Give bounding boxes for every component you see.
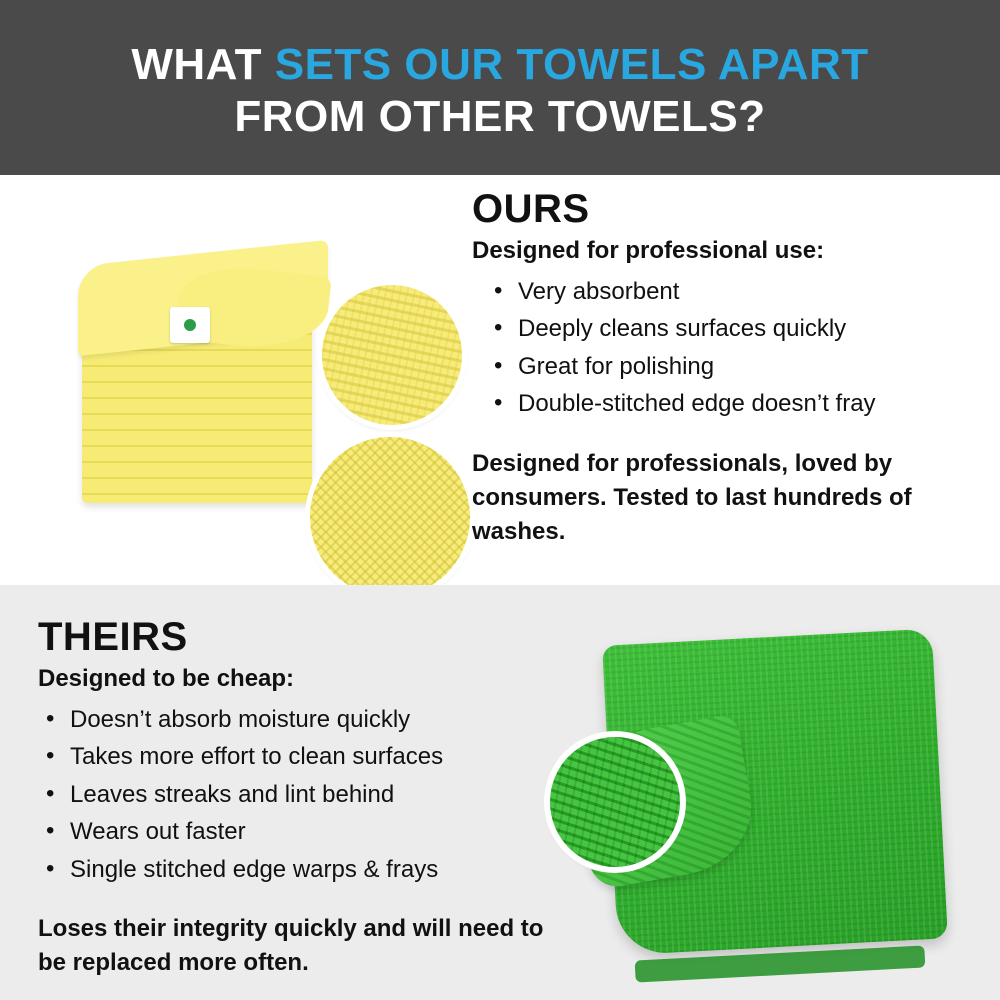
theirs-closing-statement: Loses their integrity quickly and will need to be replaced more often. xyxy=(38,915,544,977)
list-item: • Very absorbent xyxy=(472,273,982,310)
theirs-product-image xyxy=(540,607,990,997)
green-towel-illustration xyxy=(540,607,990,997)
ours-text-block xyxy=(472,187,982,549)
ours-subtitle: Designed for professional use: xyxy=(472,237,825,264)
theirs-text-block xyxy=(38,615,568,980)
header-title-line-2: FROM OTHER TOWELS? xyxy=(234,91,766,141)
list-item: • Leaves streaks and lint behind xyxy=(38,776,568,813)
ours-section xyxy=(0,175,1000,585)
theirs-bullet-list xyxy=(38,701,568,888)
ours-closing-statement: Designed for professionals, loved by consumers. Tested to last hundreds of washes. xyxy=(472,449,912,545)
header-title-line-1 xyxy=(131,39,868,90)
brand-tag-icon xyxy=(170,307,210,343)
yellow-towel-stack-illustration xyxy=(60,245,360,535)
list-item: • Takes more effort to clean surfaces xyxy=(38,738,568,775)
list-item: • Great for polishing xyxy=(472,348,982,385)
theirs-section xyxy=(0,585,1000,1000)
list-item: • Double-stitched edge doesn’t fray xyxy=(472,385,982,422)
ours-product-image xyxy=(40,205,460,555)
green-towel-edge-zoom-icon xyxy=(550,737,680,867)
header-title-white-part: WHAT xyxy=(131,40,275,90)
towel-weave-zoom-icon xyxy=(310,437,470,597)
header-banner xyxy=(0,0,1000,175)
header-title-blue-part: SETS OUR TOWELS APART xyxy=(274,40,869,90)
ours-bullet-list xyxy=(472,273,982,423)
theirs-subtitle: Designed to be cheap: xyxy=(38,665,295,692)
ours-title: OURS xyxy=(472,187,590,231)
list-item: • Doesn’t absorb moisture quickly xyxy=(38,701,568,738)
list-item: • Single stitched edge warps & frays xyxy=(38,851,568,888)
list-item: • Wears out faster xyxy=(38,813,568,850)
towel-edge-zoom-icon xyxy=(322,285,462,425)
theirs-title: THEIRS xyxy=(38,615,188,659)
list-item: • Deeply cleans surfaces quickly xyxy=(472,310,982,347)
